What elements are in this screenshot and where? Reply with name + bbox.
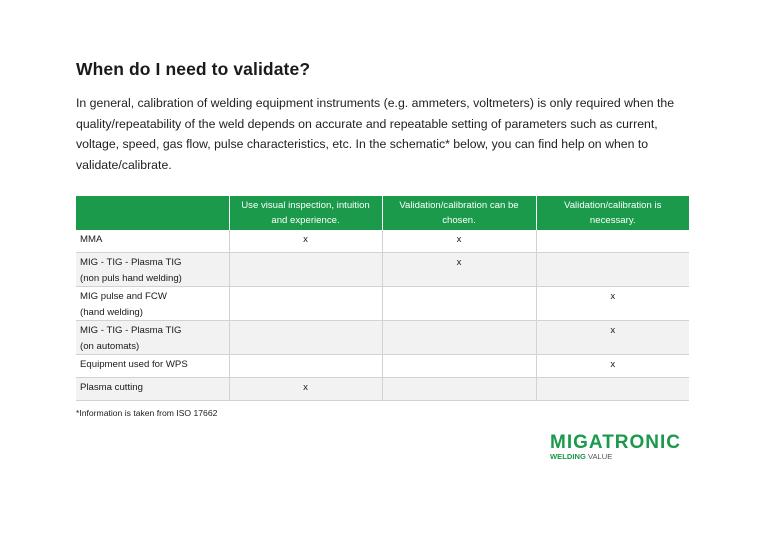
row-label [76, 321, 229, 355]
mark-cell [382, 321, 536, 355]
logo-tagline [550, 452, 612, 462]
table-row [76, 287, 689, 321]
mark-cell [536, 378, 689, 401]
mark-cell: x [536, 287, 689, 321]
row-label-line: MMA [80, 234, 103, 245]
mark-cell [382, 378, 536, 401]
mark-cell: x [382, 230, 536, 253]
row-label-note: (hand welding) [80, 306, 143, 318]
table-row [76, 230, 689, 253]
header-validation-optional: Validation/calibration can be chosen. [382, 196, 536, 230]
row-label-line: MIG - TIG - Plasma TIG [80, 257, 182, 268]
mark-cell: x [382, 253, 536, 287]
logo-wordmark: MIGATRONIC [550, 432, 682, 453]
mark-cell [382, 355, 536, 378]
validation-table [76, 196, 689, 401]
table-header-row [76, 196, 689, 230]
table-row [76, 321, 689, 355]
row-label [76, 355, 229, 378]
row-label-line: MIG pulse and FCW [80, 291, 167, 302]
mark-cell [229, 355, 382, 378]
row-label-line: Equipment used for WPS [80, 359, 188, 370]
row-label [76, 287, 229, 321]
mark-cell: x [229, 230, 382, 253]
row-label-line: MIG - TIG - Plasma TIG [80, 325, 182, 336]
header-validation-necessary: Validation/calibration is necessary. [536, 196, 689, 230]
logo-tagline-strong: WELDING [550, 452, 586, 461]
mark-cell [536, 253, 689, 287]
footnote: *Information is taken from ISO 17662 [76, 408, 218, 418]
page-title: When do I need to validate? [76, 59, 311, 79]
migatronic-logo [550, 433, 692, 463]
mark-cell [229, 287, 382, 321]
row-label-line: Plasma cutting [80, 382, 143, 393]
header-cell-empty [76, 196, 229, 230]
mark-cell: x [536, 321, 689, 355]
mark-cell [229, 253, 382, 287]
intro-paragraph: In general, calibration of welding equipment instruments (e.g. ammeters, voltmeters) is only required when the quality/repeatability of the weld depends on accurate and repeatable setting of parameters such as current, voltage, speed, gas flow, pulse characteristics, etc. In the schematic* below, you can find help on when to validate/calibrate. [76, 96, 675, 172]
row-label [76, 378, 229, 401]
logo-tagline-rest: VALUE [587, 452, 613, 461]
mark-cell [536, 230, 689, 253]
table-row [76, 378, 689, 401]
header-visual-inspection: Use visual inspection, intuition and experience. [229, 196, 382, 230]
mark-cell [382, 287, 536, 321]
mark-cell: x [229, 378, 382, 401]
mark-cell: x [536, 355, 689, 378]
row-label-note: (on automats) [80, 340, 140, 352]
table-row [76, 253, 689, 287]
row-label [76, 230, 229, 253]
row-label-note: (non puls hand welding) [80, 272, 182, 284]
table-row [76, 355, 689, 378]
mark-cell [229, 321, 382, 355]
row-label [76, 253, 229, 287]
